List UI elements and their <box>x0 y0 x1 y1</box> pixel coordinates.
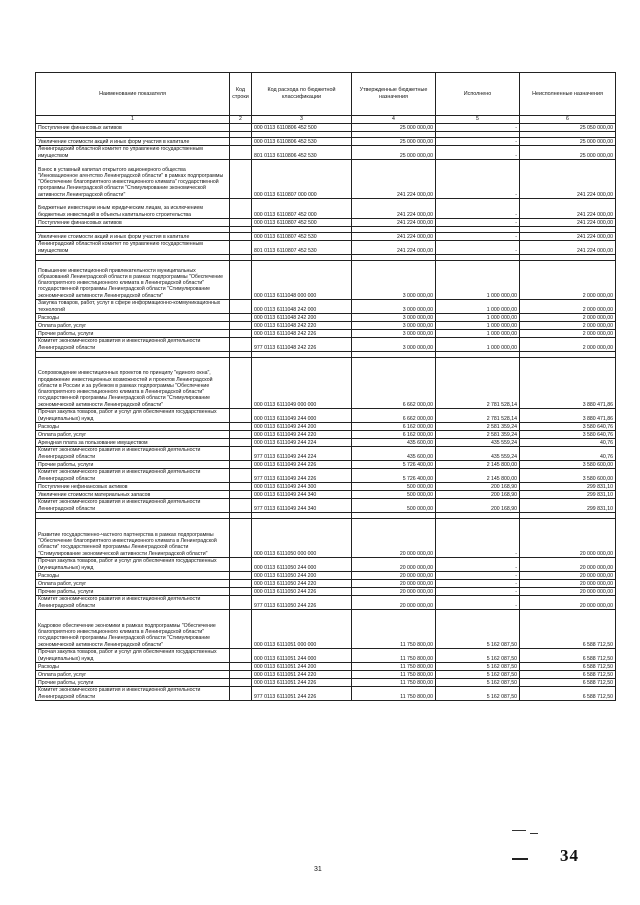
row-remaining: 241 224 000,00 <box>520 199 616 219</box>
row-name: Прочие работы, услуги <box>36 679 230 687</box>
row-executed: - <box>436 160 520 199</box>
row-line-code <box>230 423 252 431</box>
row-name: Ленинградский областной комитет по управлению государственным имуществом <box>36 146 230 160</box>
row-budget-code: 977 0113 6111049 244 226 <box>252 469 352 483</box>
row-line-code <box>230 330 252 338</box>
mark-dash <box>512 858 528 860</box>
row-approved: 3 000 000,00 <box>352 300 436 314</box>
table-row <box>36 409 616 423</box>
row-line-code <box>230 146 252 160</box>
row-budget-code: 000 0113 6111048 242 226 <box>252 330 352 338</box>
row-name: Кадровое обеспечение экономики в рамках подпрограммы "Обеспечение благоприятного инвестиционного климата в Ленинградской области" государственной программы Ленинградской области "Стимулирование экономической активности Ленинградской области" <box>36 610 230 649</box>
row-budget-code: 000 0113 6111049 244 200 <box>252 423 352 431</box>
row-remaining: 25 050 000,00 <box>520 124 616 132</box>
row-budget-code: 000 0113 6111048 242 220 <box>252 322 352 330</box>
row-remaining: 20 000 000,00 <box>520 558 616 572</box>
row-budget-code: 000 0113 6111051 244 000 <box>252 649 352 663</box>
row-budget-code: 977 0113 6111049 244 340 <box>252 499 352 513</box>
row-remaining: 20 000 000,00 <box>520 580 616 588</box>
row-name: Поступление финансовых активов <box>36 124 230 132</box>
table-row <box>36 671 616 679</box>
column-number: 6 <box>520 116 616 124</box>
table-row <box>36 649 616 663</box>
table-row <box>36 423 616 431</box>
row-budget-code: 000 0113 6110807 452 500 <box>252 219 352 227</box>
row-line-code <box>230 558 252 572</box>
row-remaining: 299 831,10 <box>520 491 616 499</box>
row-approved: 25 000 000,00 <box>352 124 436 132</box>
row-executed: - <box>436 233 520 241</box>
row-name: Комитет экономического развития и инвестиционной деятельности Ленинградской области <box>36 687 230 701</box>
table-row <box>36 580 616 588</box>
row-name: Ленинградский областной комитет по управлению государственным имуществом <box>36 241 230 255</box>
table-row <box>36 461 616 469</box>
row-line-code <box>230 199 252 219</box>
row-executed: - <box>436 558 520 572</box>
row-executed: 435 559,24 <box>436 439 520 447</box>
row-line-code <box>230 572 252 580</box>
column-number: 1 <box>36 116 230 124</box>
row-line-code <box>230 483 252 491</box>
row-budget-code: 000 0113 6111049 244 000 <box>252 409 352 423</box>
row-budget-code: 000 0113 6111049 244 226 <box>252 461 352 469</box>
row-name: Оплата работ, услуг <box>36 671 230 679</box>
table-row <box>36 322 616 330</box>
row-remaining: 40,76 <box>520 439 616 447</box>
table-row <box>36 431 616 439</box>
row-remaining: 241 224 000,00 <box>520 233 616 241</box>
row-approved: 3 000 000,00 <box>352 330 436 338</box>
row-line-code <box>230 358 252 409</box>
row-approved: 11 750 800,00 <box>352 610 436 649</box>
row-remaining: 6 588 712,50 <box>520 649 616 663</box>
row-line-code <box>230 160 252 199</box>
row-approved: 25 000 000,00 <box>352 146 436 160</box>
row-executed: - <box>436 588 520 596</box>
row-executed: - <box>436 146 520 160</box>
row-name: Расходы <box>36 423 230 431</box>
row-remaining: 25 000 000,00 <box>520 138 616 146</box>
row-executed: 5 162 087,50 <box>436 610 520 649</box>
header-budget-code: Код расхода по бюджетной классификации <box>252 73 352 116</box>
row-remaining: 3 580 600,00 <box>520 469 616 483</box>
row-executed: 1 000 000,00 <box>436 300 520 314</box>
row-approved: 6 662 000,00 <box>352 358 436 409</box>
page-number: 31 <box>314 866 322 873</box>
row-budget-code: 000 0113 6111049 244 300 <box>252 483 352 491</box>
row-line-code <box>230 588 252 596</box>
row-budget-code: 000 0113 6111049 244 340 <box>252 491 352 499</box>
row-line-code <box>230 241 252 255</box>
table-row <box>36 338 616 352</box>
table-row <box>36 610 616 649</box>
row-executed: 1 000 000,00 <box>436 338 520 352</box>
row-budget-code: 000 0113 6110806 452 530 <box>252 138 352 146</box>
table-row <box>36 146 616 160</box>
table-row <box>36 483 616 491</box>
row-line-code <box>230 610 252 649</box>
row-approved: 6 162 000,00 <box>352 431 436 439</box>
row-name: Комитет экономического развития и инвестиционной деятельности Ленинградской области <box>36 596 230 610</box>
row-approved: 6 162 000,00 <box>352 423 436 431</box>
row-budget-code: 000 0113 6111049 244 224 <box>252 439 352 447</box>
row-budget-code: 000 0113 6111050 244 220 <box>252 580 352 588</box>
row-line-code <box>230 314 252 322</box>
row-budget-code: 977 0113 6111048 242 226 <box>252 338 352 352</box>
row-approved: 5 726 400,00 <box>352 461 436 469</box>
row-executed: 2 581 359,24 <box>436 431 520 439</box>
row-name: Комитет экономического развития и инвестиционной деятельности Ленинградской области <box>36 447 230 461</box>
row-approved: 500 000,00 <box>352 491 436 499</box>
row-name: Комитет экономического развития и инвестиционной деятельности Ленинградской области <box>36 499 230 513</box>
row-budget-code: 000 0113 6111049 000 000 <box>252 358 352 409</box>
row-remaining: 3 880 471,86 <box>520 409 616 423</box>
row-executed: 5 162 087,50 <box>436 671 520 679</box>
row-name: Прочая закупка товаров, работ и услуг для обеспечения государственных (муниципальных) нужд <box>36 649 230 663</box>
row-approved: 241 224 000,00 <box>352 199 436 219</box>
row-line-code <box>230 491 252 499</box>
row-executed: 5 162 087,50 <box>436 679 520 687</box>
row-line-code <box>230 519 252 558</box>
row-approved: 241 224 000,00 <box>352 233 436 241</box>
row-approved: 435 600,00 <box>352 447 436 461</box>
table-row <box>36 663 616 671</box>
row-name: Повышение инвестиционной привлекательности муниципальных образований Ленинградской области в рамках подпрограммы "Обеспечение благоприятного инвестиционного климата в Ленинградской области" государственной программы Ленинградской области "Стимулирование экономической активности Ленинградской области" <box>36 261 230 300</box>
row-executed: - <box>436 199 520 219</box>
table-row <box>36 241 616 255</box>
row-line-code <box>230 261 252 300</box>
row-line-code <box>230 138 252 146</box>
row-executed: 2 145 800,00 <box>436 469 520 483</box>
row-line-code <box>230 499 252 513</box>
row-approved: 241 224 000,00 <box>352 219 436 227</box>
row-line-code <box>230 233 252 241</box>
row-name: Поступление финансовых активов <box>36 219 230 227</box>
row-executed: - <box>436 219 520 227</box>
row-budget-code: 801 0113 6110807 452 530 <box>252 241 352 255</box>
row-name: Оплата работ, услуг <box>36 322 230 330</box>
row-approved: 11 750 800,00 <box>352 649 436 663</box>
row-approved: 20 000 000,00 <box>352 558 436 572</box>
row-remaining: 299 831,10 <box>520 499 616 513</box>
column-number: 3 <box>252 116 352 124</box>
row-name: Прочие работы, услуги <box>36 588 230 596</box>
row-executed: - <box>436 572 520 580</box>
row-remaining: 2 000 000,00 <box>520 330 616 338</box>
table-row <box>36 160 616 199</box>
row-line-code <box>230 469 252 483</box>
row-budget-code: 000 0113 6111050 244 000 <box>252 558 352 572</box>
row-name: Комитет экономического развития и инвестиционной деятельности Ленинградской области <box>36 469 230 483</box>
row-executed: - <box>436 124 520 132</box>
header-executed: Исполнено <box>436 73 520 116</box>
table-row <box>36 687 616 701</box>
row-remaining: 241 224 000,00 <box>520 219 616 227</box>
row-budget-code: 000 0113 6110807 000 000 <box>252 160 352 199</box>
row-budget-code: 000 0113 6111051 244 200 <box>252 663 352 671</box>
row-approved: 3 000 000,00 <box>352 322 436 330</box>
row-approved: 11 750 800,00 <box>352 671 436 679</box>
row-remaining: 3 880 471,86 <box>520 358 616 409</box>
row-remaining: 6 588 712,50 <box>520 687 616 701</box>
table-row <box>36 469 616 483</box>
row-executed: 2 145 800,00 <box>436 461 520 469</box>
row-name: Увеличение стоимости материальных запасов <box>36 491 230 499</box>
table-row <box>36 596 616 610</box>
table-row <box>36 439 616 447</box>
row-budget-code: 000 0113 6111048 242 000 <box>252 300 352 314</box>
row-name: Прочие работы, услуги <box>36 330 230 338</box>
row-name: Поступление нефинансовых активов <box>36 483 230 491</box>
row-budget-code: 977 0113 6111049 244 224 <box>252 447 352 461</box>
row-name: Прочая закупка товаров, работ и услуг для обеспечения государственных (муниципальных) нужд <box>36 409 230 423</box>
row-name: Арендная плата за пользование имуществом <box>36 439 230 447</box>
row-executed: - <box>436 138 520 146</box>
row-name: Расходы <box>36 663 230 671</box>
row-line-code <box>230 431 252 439</box>
table-row <box>36 588 616 596</box>
row-budget-code: 000 0113 6111050 244 226 <box>252 588 352 596</box>
row-name: Прочие работы, услуги <box>36 461 230 469</box>
row-name: Увеличение стоимости акций и иных форм участия в капитале <box>36 138 230 146</box>
table-row <box>36 199 616 219</box>
row-approved: 20 000 000,00 <box>352 588 436 596</box>
row-remaining: 6 588 712,50 <box>520 663 616 671</box>
row-line-code <box>230 663 252 671</box>
row-executed: - <box>436 519 520 558</box>
mark-dash <box>512 830 526 831</box>
row-executed: 1 000 000,00 <box>436 322 520 330</box>
row-remaining: 2 000 000,00 <box>520 322 616 330</box>
row-remaining: 20 000 000,00 <box>520 596 616 610</box>
table-row <box>36 261 616 300</box>
row-remaining: 299 831,10 <box>520 483 616 491</box>
table-row <box>36 558 616 572</box>
budget-execution-table <box>35 72 616 701</box>
table-row <box>36 219 616 227</box>
row-approved: 25 000 000,00 <box>352 138 436 146</box>
row-executed: - <box>436 241 520 255</box>
row-remaining: 3 580 600,00 <box>520 461 616 469</box>
row-remaining: 241 224 000,00 <box>520 160 616 199</box>
row-line-code <box>230 461 252 469</box>
row-executed: 435 559,24 <box>436 447 520 461</box>
row-approved: 500 000,00 <box>352 483 436 491</box>
row-executed: 1 000 000,00 <box>436 330 520 338</box>
row-line-code <box>230 300 252 314</box>
row-line-code <box>230 687 252 701</box>
row-budget-code: 000 0113 6111051 000 000 <box>252 610 352 649</box>
row-budget-code: 000 0113 6111050 000 000 <box>252 519 352 558</box>
row-approved: 5 726 400,00 <box>352 469 436 483</box>
row-remaining: 6 588 712,50 <box>520 679 616 687</box>
row-name: Комитет экономического развития и инвестиционной деятельности Ленинградской области <box>36 338 230 352</box>
row-line-code <box>230 596 252 610</box>
row-approved: 6 662 000,00 <box>352 409 436 423</box>
row-budget-code: 000 0113 6111051 244 220 <box>252 671 352 679</box>
row-approved: 435 600,00 <box>352 439 436 447</box>
header-approved: Утвержденные бюджетные назначения <box>352 73 436 116</box>
column-number-row <box>36 116 616 124</box>
row-name: Бюджетные инвестиции иным юридическим лицам, за исключением бюджетных инвестиций в объекты капитального строительства <box>36 199 230 219</box>
row-name: Прочая закупка товаров, работ и услуг для обеспечения государственных (муниципальных) нужд <box>36 558 230 572</box>
header-remaining: Неисполненные назначения <box>520 73 616 116</box>
row-budget-code: 977 0113 6111051 244 226 <box>252 687 352 701</box>
row-approved: 20 000 000,00 <box>352 519 436 558</box>
row-budget-code: 000 0113 6110806 452 500 <box>252 124 352 132</box>
header-indicator-name: Наименование показателя <box>36 73 230 116</box>
row-executed: - <box>436 596 520 610</box>
row-remaining: 241 224 000,00 <box>520 241 616 255</box>
table-row <box>36 679 616 687</box>
row-approved: 241 224 000,00 <box>352 241 436 255</box>
header-line-code: Код строки <box>230 73 252 116</box>
row-approved: 11 750 800,00 <box>352 679 436 687</box>
column-number: 5 <box>436 116 520 124</box>
table-row <box>36 447 616 461</box>
row-budget-code: 000 0113 6110807 452 530 <box>252 233 352 241</box>
row-remaining: 2 000 000,00 <box>520 338 616 352</box>
row-approved: 20 000 000,00 <box>352 580 436 588</box>
row-line-code <box>230 439 252 447</box>
row-executed: 200 168,90 <box>436 491 520 499</box>
row-executed: 5 162 087,50 <box>436 663 520 671</box>
row-line-code <box>230 649 252 663</box>
row-executed: 5 162 087,50 <box>436 687 520 701</box>
row-remaining: 20 000 000,00 <box>520 519 616 558</box>
row-line-code <box>230 679 252 687</box>
row-name: Увеличение стоимости акций и иных форм участия в капитале <box>36 233 230 241</box>
row-budget-code: 000 0113 6111050 244 200 <box>252 572 352 580</box>
row-name: Оплата работ, услуг <box>36 580 230 588</box>
row-executed: 200 168,90 <box>436 483 520 491</box>
row-executed: - <box>436 580 520 588</box>
row-budget-code: 000 0113 6111051 244 226 <box>252 679 352 687</box>
row-name: Сопровождение инвестиционных проектов по принципу "единого окна", продвижение инвестиционных возможностей и проектов Ленинградской области в России и за рубежом в рамках подпрограммы "Обеспечение благоприятного инвестиционного климата в Ленинградской области" государственной программы Ленинградской области "Стимулирование экономической активности Ленинградской области" <box>36 358 230 409</box>
row-budget-code: 000 0113 6111048 242 200 <box>252 314 352 322</box>
column-number: 2 <box>230 116 252 124</box>
row-budget-code: 000 0113 6111048 000 000 <box>252 261 352 300</box>
row-approved: 11 750 800,00 <box>352 663 436 671</box>
row-budget-code: 801 0113 6110806 452 530 <box>252 146 352 160</box>
row-approved: 3 000 000,00 <box>352 261 436 300</box>
table-row <box>36 572 616 580</box>
table-row <box>36 233 616 241</box>
row-line-code <box>230 322 252 330</box>
row-name: Развитие государственно-частного партнерства в рамках подпрограммы "Обеспечение благоприятного инвестиционного климата в Ленинградской области" государственной программы Ленинградской области "Стимулирование экономической активности Ленинградской области" <box>36 519 230 558</box>
table-row <box>36 499 616 513</box>
table-header-row <box>36 73 616 116</box>
row-approved: 20 000 000,00 <box>352 572 436 580</box>
row-line-code <box>230 338 252 352</box>
handwritten-sheet-number: 34 <box>560 846 579 865</box>
row-approved: 3 000 000,00 <box>352 314 436 322</box>
row-line-code <box>230 580 252 588</box>
table-row <box>36 124 616 132</box>
row-budget-code: 000 0113 6110807 452 000 <box>252 199 352 219</box>
column-number: 4 <box>352 116 436 124</box>
row-remaining: 40,76 <box>520 447 616 461</box>
row-remaining: 20 000 000,00 <box>520 588 616 596</box>
row-name: Закупка товаров, работ, услуг в сфере информационно-коммуникационных технологий <box>36 300 230 314</box>
table-row <box>36 330 616 338</box>
row-executed: 5 162 087,50 <box>436 649 520 663</box>
row-executed: 2 581 359,24 <box>436 423 520 431</box>
row-name: Оплата работ, услуг <box>36 431 230 439</box>
row-name: Расходы <box>36 314 230 322</box>
row-approved: 11 750 800,00 <box>352 687 436 701</box>
row-line-code <box>230 124 252 132</box>
row-remaining: 6 588 712,50 <box>520 671 616 679</box>
row-budget-code: 000 0113 6111049 244 220 <box>252 431 352 439</box>
row-remaining: 3 580 640,76 <box>520 423 616 431</box>
table-row <box>36 138 616 146</box>
row-approved: 241 224 000,00 <box>352 160 436 199</box>
row-remaining: 20 000 000,00 <box>520 572 616 580</box>
table-row <box>36 491 616 499</box>
row-approved: 20 000 000,00 <box>352 596 436 610</box>
row-line-code <box>230 447 252 461</box>
row-line-code <box>230 671 252 679</box>
row-executed: 2 781 528,14 <box>436 409 520 423</box>
row-approved: 500 000,00 <box>352 499 436 513</box>
row-remaining: 3 580 640,76 <box>520 431 616 439</box>
table-row <box>36 314 616 322</box>
table-body <box>36 124 616 701</box>
table-row <box>36 358 616 409</box>
row-budget-code: 977 0113 6111050 244 226 <box>252 596 352 610</box>
row-name: Взнос в уставный капитал открытого акционерного общества "Инновационное агентство Ленинградской области" в рамках подпрограммы "Обеспечение благоприятного инвестиционного климата" государственной программы Ленинградской области "Стимулирование экономической активности Ленинградской области" <box>36 160 230 199</box>
row-line-code <box>230 219 252 227</box>
row-executed: 200 168,90 <box>436 499 520 513</box>
row-remaining: 2 000 000,00 <box>520 314 616 322</box>
row-executed: 1 000 000,00 <box>436 314 520 322</box>
mark-dash <box>530 833 538 834</box>
row-executed: 1 000 000,00 <box>436 261 520 300</box>
table-row <box>36 300 616 314</box>
table-row <box>36 519 616 558</box>
row-remaining: 2 000 000,00 <box>520 261 616 300</box>
row-name: Расходы <box>36 572 230 580</box>
row-executed: 2 781 528,14 <box>436 358 520 409</box>
row-approved: 3 000 000,00 <box>352 338 436 352</box>
row-remaining: 25 000 000,00 <box>520 146 616 160</box>
row-line-code <box>230 409 252 423</box>
row-remaining: 6 588 712,50 <box>520 610 616 649</box>
row-remaining: 2 000 000,00 <box>520 300 616 314</box>
